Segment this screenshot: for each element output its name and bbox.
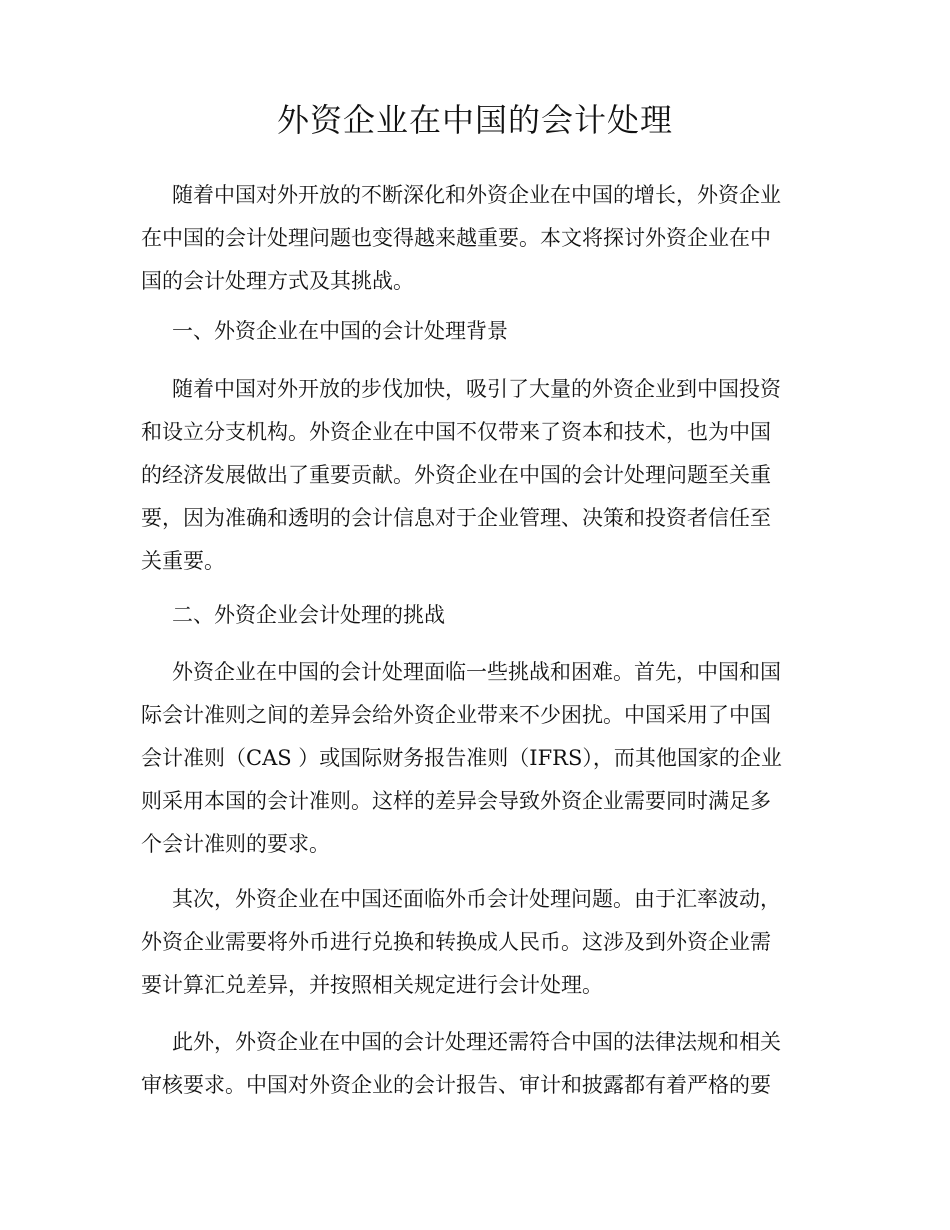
document-title: 外资企业在中国的会计处理 [276, 101, 673, 139]
section-heading: 二、外资企业会计处理的挑战 [172, 603, 445, 627]
paragraph-line: 外资企业在中国的会计处理面临一些挑战和困难。首先，中国和国 [172, 660, 781, 684]
paragraph-line: 则采用本国的会计准则。这样的差异会导致外资企业需要同时满足多 [141, 789, 771, 813]
paragraph-line: 的经济发展做出了重要贡献。外资企业在中国的会计处理问题至关重 [141, 463, 771, 487]
paragraph-line: 此外，外资企业在中国的会计处理还需符合中国的法律法规和相关 [172, 1030, 781, 1054]
paragraph-line: 随着中国对外开放的不断深化和外资企业在中国的增长，外资企业 [172, 183, 781, 207]
paragraph-challenges [141, 651, 811, 866]
paragraph-line: 随着中国对外开放的步伐加快，吸引了大量的外资企业到中国投资 [172, 377, 781, 401]
paragraph-line: 会计准则（CAS ）或国际财务报告准则（IFRS），而其他国家的企业 [141, 746, 782, 770]
paragraph-line: 其次，外资企业在中国还面临外币会计处理问题。由于汇率波动， [172, 887, 781, 911]
paragraph-line: 审核要求。中国对外资企业的会计报告、审计和披露都有着严格的要 [141, 1073, 771, 1097]
section-heading-challenges [141, 594, 811, 637]
section-heading: 一、外资企业在中国的会计处理背景 [172, 319, 508, 343]
paragraph-line: 国的会计处理方式及其挑战。 [141, 269, 414, 293]
paragraph-line: 关重要。 [141, 549, 225, 573]
paragraph-line: 和设立分支机构。外资企业在中国不仅带来了资本和技术，也为中国 [141, 420, 771, 444]
paragraph-line: 个会计准则的要求。 [141, 832, 330, 856]
paragraph-regulations [141, 1021, 811, 1107]
paragraph-line: 际会计准则之间的差异会给外资企业带来不少困扰。中国采用了中国 [141, 703, 771, 727]
paragraph-line: 在中国的会计处理问题也变得越来越重要。本文将探讨外资企业在中 [141, 226, 771, 250]
paragraph-line: 外资企业需要将外币进行兑换和转换成人民币。这涉及到外资企业需 [141, 930, 771, 954]
paragraph-line: 要，因为准确和透明的会计信息对于企业管理、决策和投资者信任至 [141, 506, 771, 530]
paragraph-foreign-currency [141, 878, 811, 1007]
section-heading-background [141, 310, 811, 353]
paragraph-line: 要计算汇兑差异，并按照相关规定进行会计处理。 [141, 973, 603, 997]
paragraph-intro [141, 174, 811, 303]
paragraph-background [141, 368, 811, 583]
